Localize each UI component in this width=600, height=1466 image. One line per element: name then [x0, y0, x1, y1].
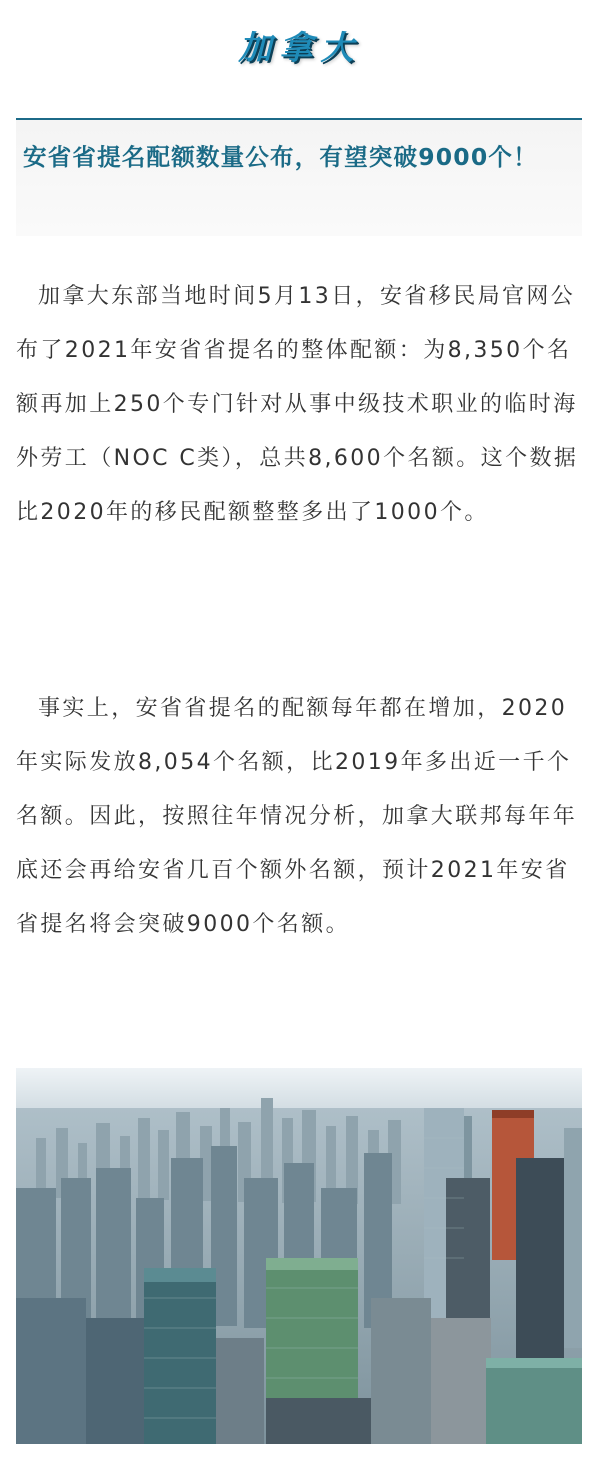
- page-heading: 加拿大: [238, 28, 362, 67]
- headline-box: [16, 118, 582, 236]
- city-skyline-photo: [16, 1068, 582, 1444]
- article-paragraph-1: 加拿大东部当地时间5月13日，安省移民局官网公布了2021年安省省提名的整体配额：为8,350个名额再加上250个专门针对从事中级技术职业的临时海外劳工（NOC C类），总共8,600个名额。这个数据比2020年的移民配额整整多出了1000个。: [16, 284, 579, 525]
- article-headline: 安省省提名配额数量公布，有望突破9000个！: [23, 143, 538, 171]
- article-paragraph-2: 事实上，安省省提名的配额每年都在增加，2020年实际发放8,054个名额，比2019年多出近一千个名额。因此，按照往年情况分析，加拿大联邦每年年底还会再给安省几百个额外名额，预计2021年安省省提名将会突破9000个名额。: [16, 696, 578, 937]
